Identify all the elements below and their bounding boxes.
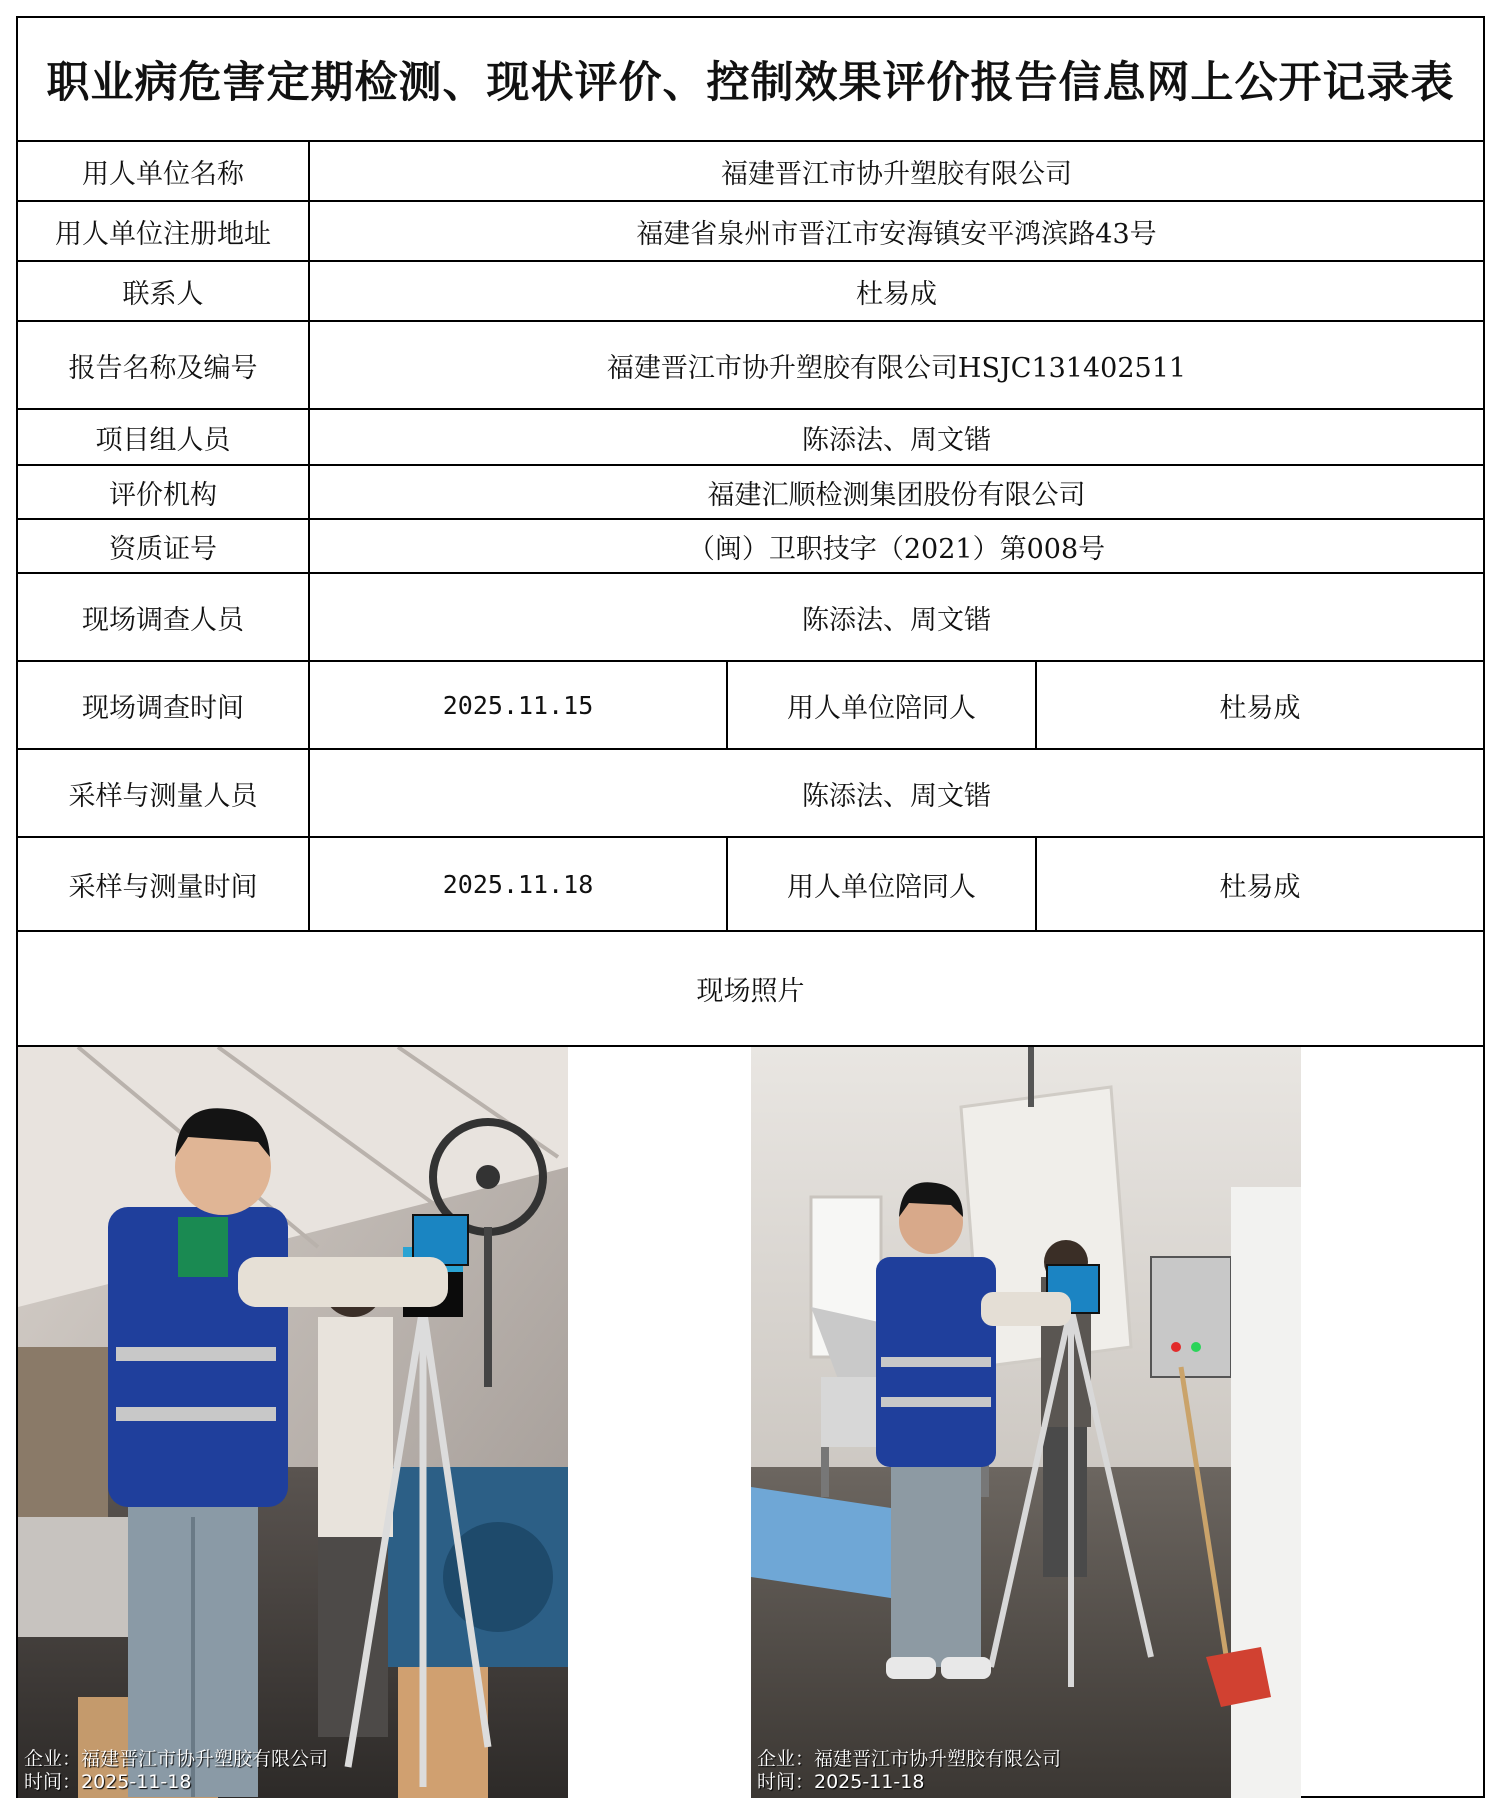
contact-label: 联系人 [18,262,310,320]
employer-address-value: 福建省泉州市晋江市安海镇安平鸿滨路43号 [636,218,1157,250]
team-value: 陈添法、周文锴 [802,424,991,456]
sampling-staff-value: 陈添法、周文锴 [802,780,991,812]
row-photos-heading [18,932,1483,1047]
photo-gap [568,1047,751,1798]
row-agency [18,466,1483,520]
site-photo-1-image [18,1047,568,1798]
employer-address-label: 用人单位注册地址 [18,202,310,260]
photo-1-time-watermark: 时间：2025-11-18 [24,1771,192,1793]
survey-escort-label: 用人单位陪同人 [728,662,1037,748]
sampling-escort-label: 用人单位陪同人 [728,838,1037,930]
photo-2-company-watermark: 企业：福建晋江市协升塑胶有限公司 [757,1748,1062,1770]
row-report [18,322,1483,410]
row-sampling-staff [18,750,1483,838]
record-sheet [16,16,1485,1798]
sampling-escort-value: 杜易成 [1219,871,1301,903]
cert-value: （闽）卫职技字（2021）第008号 [687,533,1106,565]
site-photo-2 [751,1047,1301,1798]
survey-staff-label: 现场调查人员 [18,574,310,660]
agency-label: 评价机构 [18,466,310,518]
report-value: 福建晋江市协升塑胶有限公司HSJC131402511 [606,352,1187,384]
row-contact [18,262,1483,322]
row-team [18,410,1483,466]
sampling-time-label: 采样与测量时间 [18,838,310,930]
survey-staff-value: 陈添法、周文锴 [802,604,991,636]
sampling-time-value: 2025.11.18 [310,838,728,930]
photo-2-time-watermark: 时间：2025-11-18 [757,1771,925,1793]
report-label: 报告名称及编号 [18,322,310,408]
site-photo-2-image [751,1047,1301,1798]
photo-1-company-watermark: 企业：福建晋江市协升塑胶有限公司 [24,1748,329,1770]
survey-time-value: 2025.11.15 [310,662,728,748]
survey-escort-value: 杜易成 [1219,692,1301,724]
row-employer-name [18,142,1483,202]
employer-name-label: 用人单位名称 [18,142,310,200]
cert-label: 资质证号 [18,520,310,572]
page-title: 职业病危害定期检测、现状评价、控制效果评价报告信息网上公开记录表 [18,18,1483,142]
row-cert [18,520,1483,574]
sampling-staff-label: 采样与测量人员 [18,750,310,836]
row-employer-address [18,202,1483,262]
employer-name-value: 福建晋江市协升塑胶有限公司 [721,158,1072,190]
row-survey-time [18,662,1483,750]
site-photo-1 [18,1047,568,1798]
row-survey-staff [18,574,1483,662]
team-label: 项目组人员 [18,410,310,464]
contact-value: 杜易成 [856,278,937,310]
survey-time-label: 现场调查时间 [18,662,310,748]
row-sampling-time [18,838,1483,932]
agency-value: 福建汇顺检测集团股份有限公司 [707,479,1086,511]
photos-heading: 现场照片 [696,976,805,1007]
